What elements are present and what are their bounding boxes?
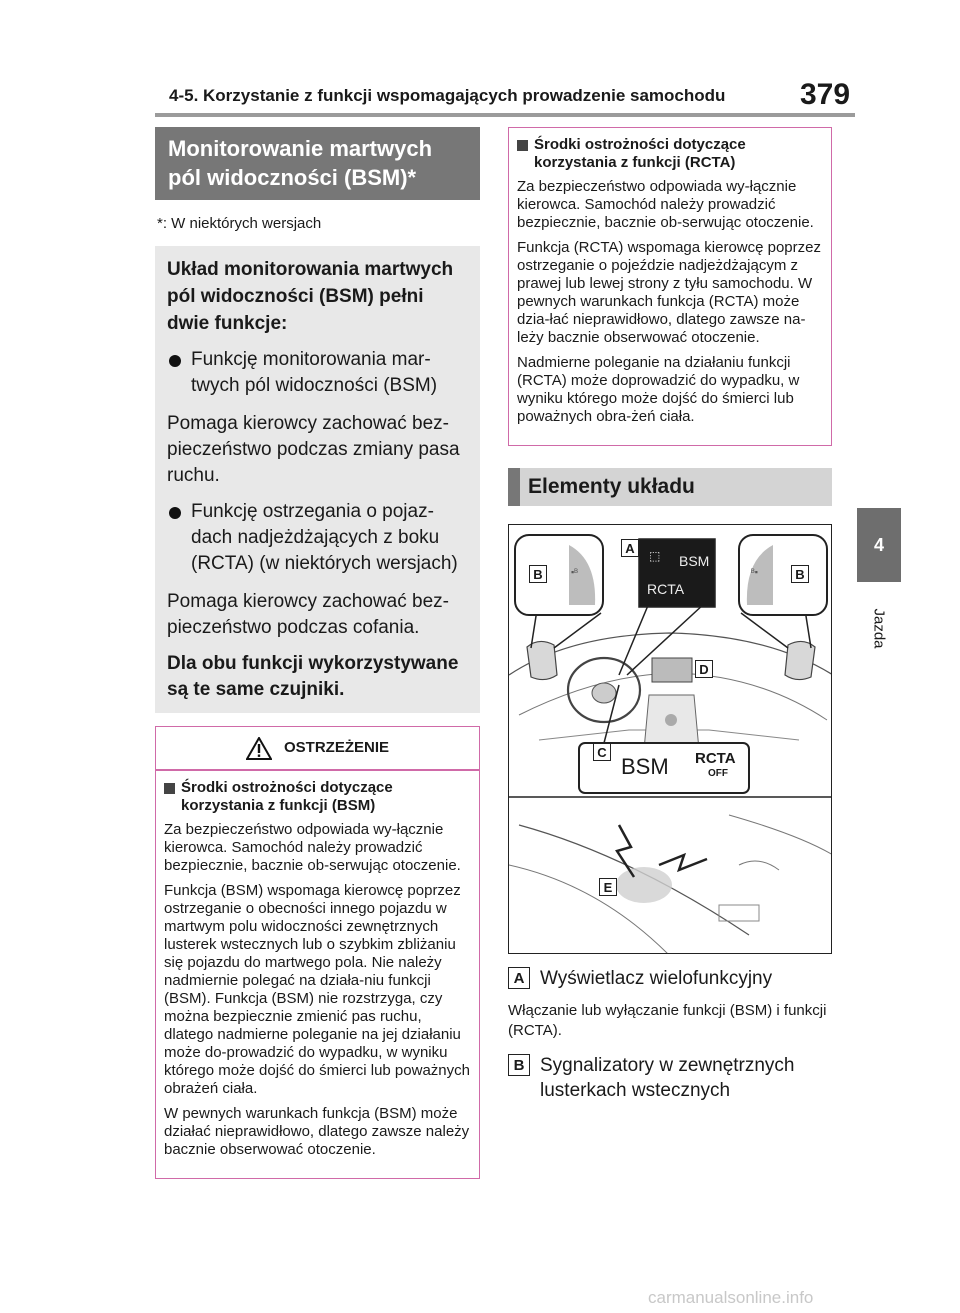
caution-box bbox=[508, 127, 832, 446]
legend-title: Wyświetlacz wielofunkcyjny bbox=[540, 968, 773, 989]
intro-box bbox=[155, 246, 480, 713]
chapter-label bbox=[862, 598, 896, 658]
chapter-tab[interactable]: 4 bbox=[857, 508, 901, 582]
square-bullet-icon bbox=[517, 140, 528, 151]
legend-item-a bbox=[508, 966, 832, 991]
caution-paragraph: Funkcja (RCTA) wspomaga kierowcę poprzez ostrzeganie o pojeździe nadjeżdżającym z prawej lub lewej strony z tyłu samochodu. W pewnych warunkach funkcja (RCTA) może dzia-łać nieprawidłowo, dlatego zawsze na-leży bacznie obserwować otoczenie. bbox=[517, 239, 821, 346]
switch-bsm-text[interactable]: BSM bbox=[621, 754, 669, 779]
bullet-title: Funkcję monitorowania mar-twych pól widoczności (BSM) bbox=[191, 349, 438, 396]
warning-paragraph: Za bezpieczeństwo odpowiada wy-łącznie kierowca. Samochód należy prowadzić bezpiecznie, bacznie ob-serwując otoczenie. bbox=[164, 821, 461, 874]
warning-paragraph: Funkcja (BSM) wspomaga kierowcę poprzez ostrzeganie o obecności innego pojazdu w martwym polu widoczności zewnętrznych lusterek wstecznych lub o szybkim zbliżaniu się pojazdu do martwego pola. Nie należy nadmiernie polegać na działa-niu funkcji (BSM). Funkcja (BSM) nie rozstrzyga, czy można bezpiecznie zmienić pas ruchu, dlatego nadmierne poleganie na jej działaniu może do-prowadzić do wypadku, w wyniku którego może dojść do śmierci lub poważnych obrażeń ciała. bbox=[164, 882, 470, 1097]
section-heading-bsm: Monitorowanie martwych pól widoczności (BSM)* bbox=[155, 127, 480, 200]
callout-label-a: A bbox=[621, 539, 639, 557]
watermark: carmanualsonline.info bbox=[648, 1288, 814, 1307]
callout-label-d: D bbox=[695, 660, 713, 678]
callout-label-b-left: B bbox=[529, 565, 547, 583]
legend-description: Włączanie lub wyłączanie funkcji (BSM) i funkcji (RCTA). bbox=[508, 1002, 827, 1039]
legend-letter: B bbox=[508, 1054, 530, 1076]
legend-letter: A bbox=[508, 967, 530, 989]
caution-paragraph: Nadmierne poleganie na działaniu funkcji (RCTA) może doprowadzić do wypadku, w wyniku którego może dojść do śmierci lub poważnych obra-żeń ciała. bbox=[517, 354, 800, 425]
bullet-text: Pomaga kierowcy zachować bez-pieczeństwo podczas zmiany pasa ruchu. bbox=[167, 413, 460, 486]
legend-title: Sygnalizatory w zewnętrznych lusterkach wstecznych bbox=[540, 1055, 795, 1101]
display-bsm-text: BSM bbox=[679, 553, 710, 569]
mirror-indicator-right-icon: ᴮ▪ bbox=[751, 567, 758, 577]
warning-label: OSTRZEŻENIE bbox=[283, 739, 389, 756]
switch-off-text: OFF bbox=[708, 768, 728, 779]
chapter-header: 4-5. Korzystanie z funkcji wspomagających prowadzenie samochodu bbox=[169, 86, 726, 105]
switch-rcta-text[interactable]: RCTA bbox=[695, 750, 736, 767]
right-column bbox=[508, 127, 832, 1103]
display-rcta-text: RCTA bbox=[647, 581, 685, 597]
caution-subheading-text: Środki ostrożności dotyczące korzystania z funkcji (RCTA) bbox=[534, 136, 746, 171]
warning-box bbox=[155, 726, 480, 1179]
chapter-label-text: Jazda bbox=[870, 607, 888, 649]
bullet-item bbox=[167, 499, 468, 577]
caution-subheading bbox=[517, 136, 823, 172]
header-rule bbox=[155, 113, 855, 117]
warning-header bbox=[156, 727, 479, 771]
bullet-text: Pomaga kierowcy zachować bez-pieczeństwo podczas cofania. bbox=[167, 591, 449, 638]
callout-label-b-right: B bbox=[791, 565, 809, 583]
warning-triangle-icon bbox=[246, 737, 272, 760]
bullet-item bbox=[167, 347, 468, 399]
section-heading-components: Elementy układu bbox=[508, 468, 832, 506]
intro-lead: Układ monitorowania martwych pól widoczności (BSM) pełni dwie funkcje: bbox=[167, 259, 454, 334]
callout-label-e: E bbox=[599, 878, 617, 896]
caution-paragraph: Za bezpieczeństwo odpowiada wy-łącznie kierowca. Samochód należy prowadzić bezpiecznie, bacznie ob-serwując otoczenie. bbox=[517, 178, 814, 231]
callout-label-c: C bbox=[593, 743, 611, 761]
page-number: 379 bbox=[800, 78, 851, 111]
square-bullet-icon bbox=[164, 783, 175, 794]
display-car-icon: ⬚ bbox=[649, 549, 661, 563]
bullet-dot-icon bbox=[169, 355, 181, 367]
warning-paragraph: W pewnych warunkach funkcja (BSM) może działać nieprawidłowo, dlatego zawsze należy bacznie obserwować otoczenie. bbox=[164, 1105, 470, 1158]
mirror-indicator-left-icon: ▪ᴮ bbox=[571, 567, 578, 577]
warning-subheading bbox=[164, 779, 471, 815]
bullet-title: Funkcję ostrzegania o pojaz-dach nadjeżdżających z boku (RCTA) (w niektórych wersjach) bbox=[191, 501, 458, 574]
components-figure bbox=[508, 524, 832, 954]
legend-item-b bbox=[508, 1053, 832, 1103]
left-column bbox=[155, 127, 480, 1179]
warning-subheading-text: Środki ostrożności dotyczące korzystania z funkcji (BSM) bbox=[181, 779, 393, 814]
footnote: *: W niektórych wersjach bbox=[157, 215, 322, 232]
bullet-dot-icon bbox=[169, 507, 181, 519]
intro-closing: Dla obu funkcji wykorzystywane są te same czujniki. bbox=[167, 653, 459, 700]
